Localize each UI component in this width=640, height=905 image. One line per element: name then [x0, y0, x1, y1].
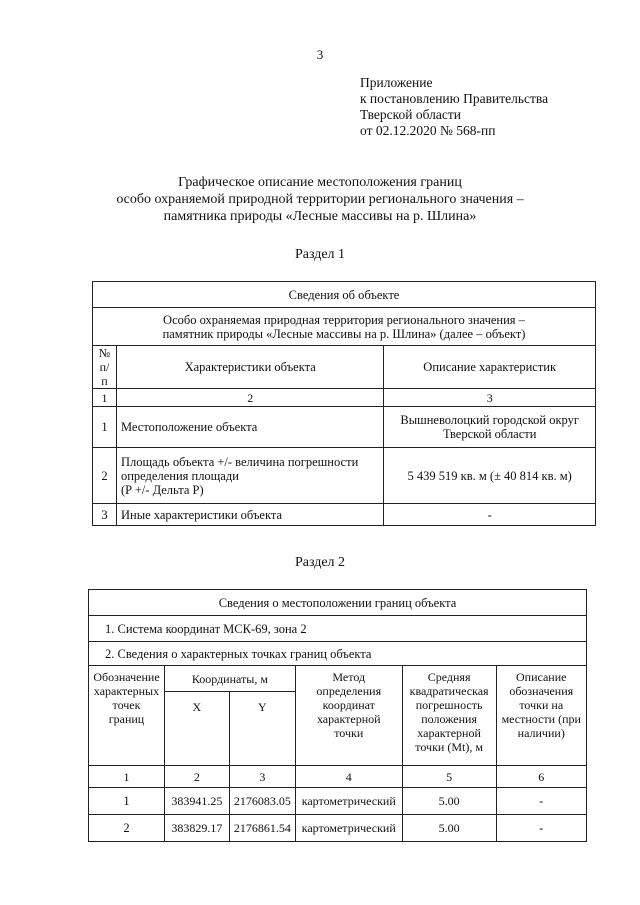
error-cell: 5.00	[402, 788, 496, 815]
row-desc-line: Вышневолоцкий городской округ	[400, 413, 580, 427]
appendix-line: Приложение	[360, 75, 433, 90]
index-cell: 6	[496, 766, 587, 788]
appendix-line: от 02.12.2020 № 568-пп	[360, 123, 496, 138]
index-cell: 4	[295, 766, 402, 788]
header-error	[402, 666, 496, 766]
header-line: Средняя	[427, 670, 471, 684]
header-line: местности (при	[501, 712, 581, 726]
header-line: погрешность	[415, 698, 483, 712]
row-desc: 5 439 519 кв. м (± 40 814 кв. м)	[384, 448, 596, 504]
index-cell: 5	[402, 766, 496, 788]
header-line: характерной	[417, 726, 481, 740]
document-title	[90, 174, 550, 225]
row-num: 2	[93, 448, 117, 504]
row-char-line: (P +/- Дельта P)	[120, 482, 204, 497]
index-cell: 1	[93, 389, 117, 407]
header-desc: Описание характеристик	[384, 346, 596, 389]
object-name-line: Особо охраняемая природная территория регионального значения –	[163, 312, 525, 327]
object-info-table	[92, 281, 596, 526]
header-line: границ	[108, 712, 145, 726]
point-cell: 2	[89, 815, 165, 842]
section1-heading: Раздел 1	[294, 247, 346, 262]
header-line: Описание	[516, 670, 567, 684]
appendix-block	[360, 75, 548, 139]
method-cell: картометрический	[295, 815, 402, 842]
row-num: 3	[93, 504, 117, 526]
table-row	[89, 815, 587, 842]
header-y: Y	[229, 692, 295, 766]
x-cell: 383829.17	[164, 815, 229, 842]
index-cell: 1	[89, 766, 165, 788]
header-line: Обозначение	[93, 670, 160, 684]
point-cell: 1	[89, 788, 165, 815]
header-line: точки	[334, 726, 364, 740]
header-line: координат	[322, 698, 375, 712]
row-char	[116, 448, 383, 504]
index-cell: 2	[116, 389, 383, 407]
object-name-line: памятник природы «Лесные массивы на р. Шлина» (далее – объект)	[162, 326, 526, 341]
row-char: Местоположение объекта	[116, 407, 383, 448]
header-desc	[496, 666, 587, 766]
index-cell: 3	[229, 766, 295, 788]
points-subtitle: 2. Сведения о характерных точках границ объекта	[89, 642, 587, 666]
header-line: точек	[112, 698, 141, 712]
header-line: положения	[421, 712, 477, 726]
row-num: 1	[93, 407, 117, 448]
desc-cell: -	[496, 788, 587, 815]
section2-heading: Раздел 2	[294, 555, 346, 570]
desc-cell: -	[496, 815, 587, 842]
header-line: наличии)	[517, 726, 565, 740]
index-cell: 3	[384, 389, 596, 407]
header-num-line: №	[98, 346, 111, 360]
appendix-line: Тверской области	[360, 107, 461, 122]
title-line: особо охраняемой природной территории регионального значения –	[116, 192, 524, 207]
row-char-line: Площадь объекта +/- величина погрешности	[120, 454, 359, 469]
row-desc: -	[384, 504, 596, 526]
header-line: точки на	[519, 698, 564, 712]
row-char-line: определения площади	[120, 468, 239, 483]
object-name-cell	[93, 308, 596, 346]
x-cell: 383941.25	[164, 788, 229, 815]
y-cell: 2176861.54	[229, 815, 295, 842]
header-point	[89, 666, 165, 766]
row-desc	[384, 407, 596, 448]
row-desc-line: Тверской области	[442, 427, 537, 441]
table-title: Сведения об объекте	[93, 282, 596, 308]
header-line: точки (Mt), м	[415, 740, 483, 754]
boundary-points-table	[88, 589, 587, 842]
page-number: 3	[316, 47, 324, 62]
header-coords: Координаты, м	[164, 666, 295, 692]
table-row	[89, 788, 587, 815]
method-cell: картометрический	[295, 788, 402, 815]
title-line: Графическое описание местоположения границ	[178, 175, 462, 190]
header-line: определения	[316, 684, 382, 698]
table-title: Сведения о местоположении границ объекта	[89, 590, 587, 616]
header-method	[295, 666, 402, 766]
error-cell: 5.00	[402, 815, 496, 842]
header-line: характерных	[93, 684, 160, 698]
header-x: X	[164, 692, 229, 766]
header-num-line: п/п	[99, 360, 110, 388]
row-char: Иные характеристики объекта	[116, 504, 383, 526]
header-line: Метод	[332, 670, 366, 684]
header-char: Характеристики объекта	[116, 346, 383, 389]
header-line: обозначения	[509, 684, 574, 698]
header-line: характерной	[316, 712, 381, 726]
y-cell: 2176083.05	[229, 788, 295, 815]
header-line: квадратическая	[409, 684, 489, 698]
header-num	[93, 346, 117, 389]
coord-system: 1. Система координат МСК-69, зона 2	[89, 616, 587, 642]
appendix-line: к постановлению Правительства	[360, 91, 549, 106]
index-cell: 2	[164, 766, 229, 788]
title-line: памятника природы «Лесные массивы на р. Шлина»	[163, 209, 477, 224]
